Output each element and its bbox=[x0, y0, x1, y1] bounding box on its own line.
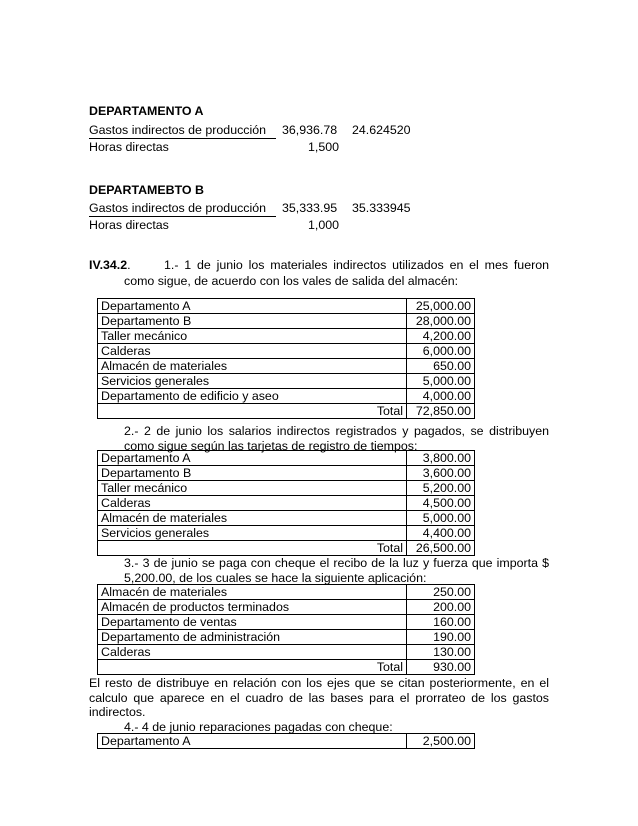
row-label: Departamento A bbox=[98, 734, 407, 749]
problem-code-number: IV.34.2 bbox=[89, 258, 128, 272]
dept-b-hours-label: Horas directas bbox=[89, 218, 169, 232]
row-amount: 5,000.00 bbox=[407, 511, 475, 526]
total-label: Total bbox=[98, 541, 407, 556]
row-amount: 130.00 bbox=[407, 645, 475, 660]
row-label: Departamento B bbox=[98, 466, 407, 481]
total-row bbox=[98, 541, 475, 556]
table-row bbox=[98, 329, 475, 344]
row-amount: 250.00 bbox=[407, 585, 475, 600]
row-amount: 4,200.00 bbox=[407, 329, 475, 344]
materials-table bbox=[97, 298, 475, 419]
table-row bbox=[98, 645, 475, 660]
row-amount: 4,400.00 bbox=[407, 526, 475, 541]
row-label: Taller mecánico bbox=[98, 481, 407, 496]
row-label: Departamento de ventas bbox=[98, 615, 407, 630]
row-amount: 25,000.00 bbox=[407, 299, 475, 314]
row-label: Calderas bbox=[98, 344, 407, 359]
row-amount: 5,200.00 bbox=[407, 481, 475, 496]
total-amount: 72,850.00 bbox=[407, 404, 475, 419]
item2-line2: como sigue según las tarjetas de registro de tiempos: bbox=[124, 439, 418, 453]
table-row bbox=[98, 630, 475, 645]
dept-a-overhead-label: Gastos indirectos de producción bbox=[89, 123, 276, 139]
row-label: Calderas bbox=[98, 496, 407, 511]
row-amount: 2,500.00 bbox=[407, 734, 475, 749]
row-amount: 650.00 bbox=[407, 359, 475, 374]
row-amount: 190.00 bbox=[407, 630, 475, 645]
table-row bbox=[98, 481, 475, 496]
item1-line1: 1.- 1 de junio los materiales indirectos utilizados en el mes fueron bbox=[164, 258, 549, 272]
table-row bbox=[98, 511, 475, 526]
row-amount: 200.00 bbox=[407, 600, 475, 615]
table-row bbox=[98, 359, 475, 374]
item3-line1: 3.- 3 de junio se paga con cheque el recibo de la luz y fuerza que importa $ bbox=[124, 556, 549, 570]
dept-a-rate: 24.624520 bbox=[352, 123, 411, 137]
total-label: Total bbox=[98, 660, 407, 675]
row-amount: 4,000.00 bbox=[407, 389, 475, 404]
repairs-table bbox=[97, 733, 475, 749]
dept-a-hours-label: Horas directas bbox=[89, 140, 169, 154]
note-line1: El resto de distribuye en relación con los ejes que se citan posteriormente, en el bbox=[89, 676, 549, 690]
row-label: Servicios generales bbox=[98, 374, 407, 389]
row-amount: 3,600.00 bbox=[407, 466, 475, 481]
table-row bbox=[98, 585, 475, 600]
dept-a-hours-value: 1,500 bbox=[308, 140, 340, 154]
table-row bbox=[98, 734, 475, 749]
note-line3: indirectos. bbox=[89, 705, 146, 719]
row-label: Almacén de materiales bbox=[98, 585, 407, 600]
total-row bbox=[98, 660, 475, 675]
salaries-table bbox=[97, 450, 475, 556]
table-row bbox=[98, 451, 475, 466]
row-label: Departamento de edificio y aseo bbox=[98, 389, 407, 404]
dept-b-title: DEPARTAMEBTO B bbox=[89, 183, 204, 197]
row-amount: 6,000.00 bbox=[407, 344, 475, 359]
row-label: Departamento de administración bbox=[98, 630, 407, 645]
electricity-table bbox=[97, 584, 475, 675]
problem-code-suffix: . bbox=[127, 258, 131, 272]
item1-line2: como sigue, de acuerdo con los vales de salida del almacén: bbox=[124, 274, 459, 288]
table-row bbox=[98, 496, 475, 511]
table-row bbox=[98, 299, 475, 314]
item4-line1: 4.- 4 de junio reparaciones pagadas con cheque: bbox=[124, 720, 393, 734]
total-row bbox=[98, 404, 475, 419]
dept-b-overhead-value: 35,333.95 bbox=[282, 201, 338, 215]
row-amount: 3,800.00 bbox=[407, 451, 475, 466]
table-row bbox=[98, 600, 475, 615]
row-label: Almacén de materiales bbox=[98, 359, 407, 374]
table-row bbox=[98, 344, 475, 359]
table-row bbox=[98, 374, 475, 389]
row-label: Almacén de materiales bbox=[98, 511, 407, 526]
total-label: Total bbox=[98, 404, 407, 419]
row-amount: 5,000.00 bbox=[407, 374, 475, 389]
row-label: Taller mecánico bbox=[98, 329, 407, 344]
note-line2: calculo que aparece en el cuadro de las bases para el prorrateo de los gastos bbox=[89, 691, 549, 705]
table-row bbox=[98, 615, 475, 630]
dept-b-rate: 35.333945 bbox=[352, 201, 411, 215]
row-label: Servicios generales bbox=[98, 526, 407, 541]
dept-b-overhead-label: Gastos indirectos de producción bbox=[89, 201, 276, 217]
item2-line1: 2.- 2 de junio los salarios indirectos registrados y pagados, se distribuyen bbox=[124, 424, 549, 438]
dept-a-title: DEPARTAMENTO A bbox=[89, 104, 204, 118]
dept-a-overhead-value: 36,936.78 bbox=[282, 123, 338, 137]
problem-code bbox=[89, 258, 131, 273]
row-label: Calderas bbox=[98, 645, 407, 660]
row-label: Departamento B bbox=[98, 314, 407, 329]
item3-line2: 5,200.00, de los cuales se hace la siguiente aplicación: bbox=[124, 571, 427, 585]
row-label: Departamento A bbox=[98, 451, 407, 466]
total-amount: 26,500.00 bbox=[407, 541, 475, 556]
row-label: Departamento A bbox=[98, 299, 407, 314]
total-amount: 930.00 bbox=[407, 660, 475, 675]
row-amount: 160.00 bbox=[407, 615, 475, 630]
row-amount: 28,000.00 bbox=[407, 314, 475, 329]
table-row bbox=[98, 526, 475, 541]
row-label: Almacén de productos terminados bbox=[98, 600, 407, 615]
table-row bbox=[98, 314, 475, 329]
table-row bbox=[98, 466, 475, 481]
dept-b-hours-value: 1,000 bbox=[308, 218, 340, 232]
table-row bbox=[98, 389, 475, 404]
row-amount: 4,500.00 bbox=[407, 496, 475, 511]
